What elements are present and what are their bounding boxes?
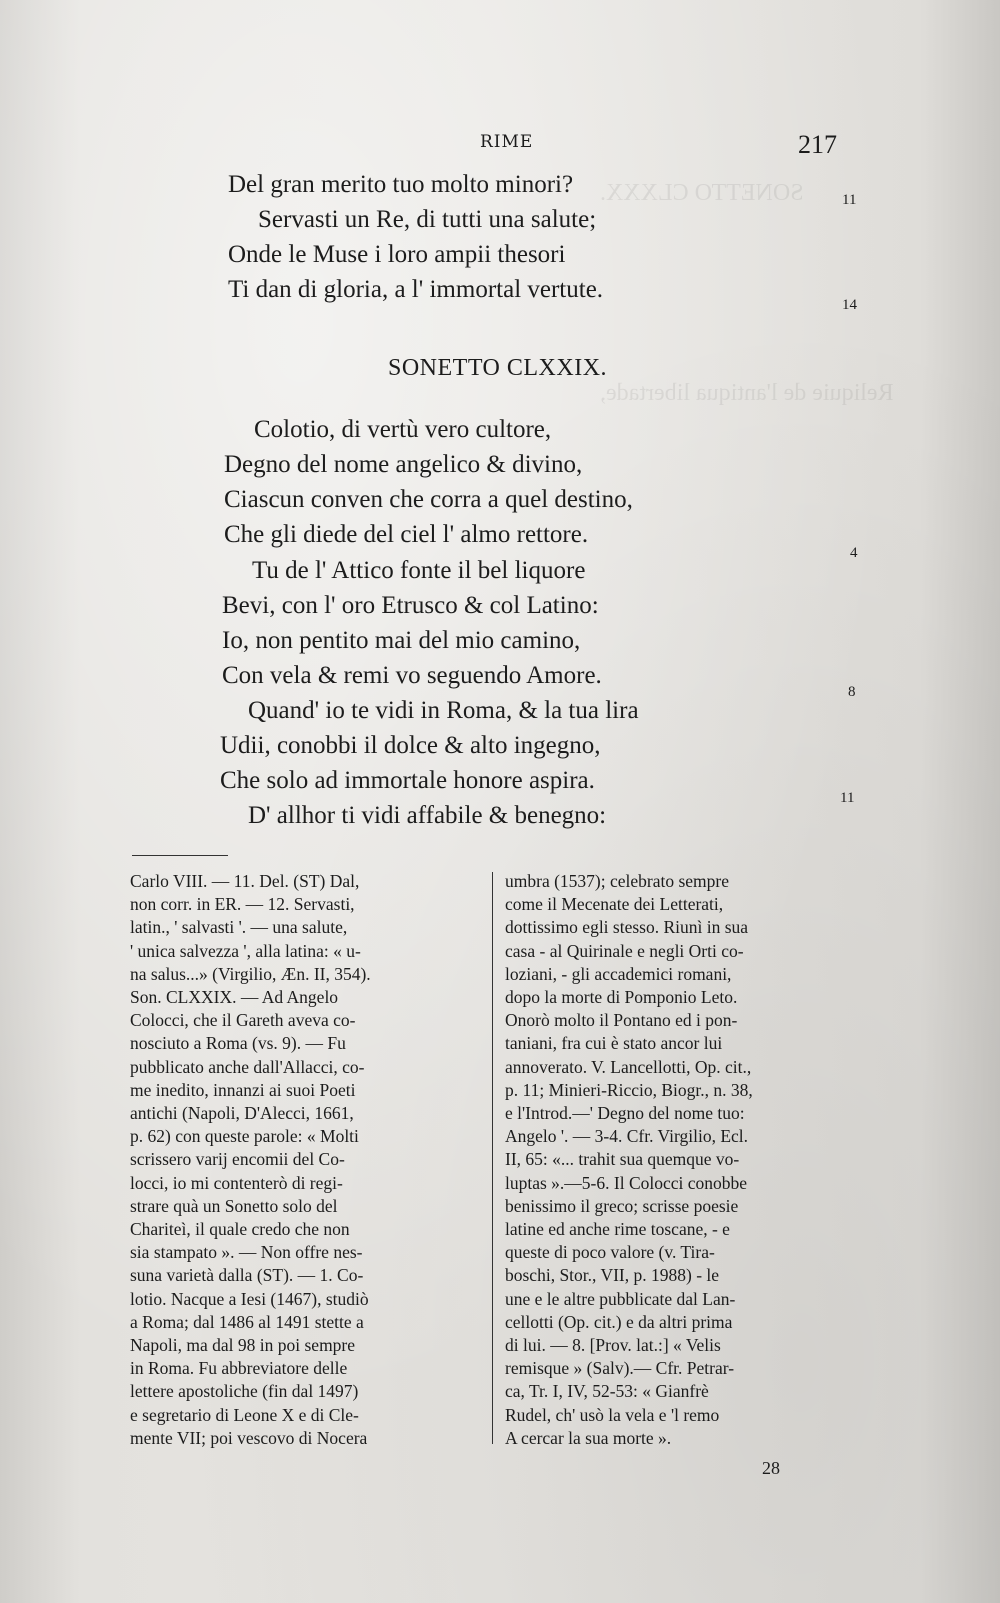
note-line: annoverato. V. Lancellotti, Op. cit.,: [505, 1056, 752, 1077]
note-line: luptas ».—5-6. Il Colocci conobbe: [505, 1172, 748, 1193]
verse-line: Ti dan di gloria, a l' immortal vertute.: [228, 276, 604, 303]
signature-mark: 28: [762, 1458, 780, 1478]
note-line: e segretario di Leone X e di Cle-: [130, 1404, 359, 1425]
note-line: locci, io mi contenterò di regi-: [130, 1172, 343, 1193]
note-line: boschi, Stor., VII, p. 1988) - le: [505, 1265, 720, 1286]
note-line: latine ed anche rime toscane, - e: [505, 1219, 730, 1240]
note-line: cellotti (Op. cit.) e da altri prima: [505, 1311, 733, 1332]
verse-line: Udii, conobbi il dolce & alto ingegno,: [220, 732, 601, 759]
column-divider: [492, 872, 493, 1444]
note-line: scrissero varij encomii del Co-: [130, 1149, 345, 1170]
note-line: dopo la morte di Pomponio Leto.: [505, 987, 738, 1008]
verse-line: Quand' io te vidi in Roma, & la tua lira: [248, 697, 639, 724]
note-line: ca, Tr. I, IV, 52-53: « Gianfrè: [505, 1381, 709, 1402]
note-line: me inedito, innanzi ai suoi Poeti: [130, 1079, 356, 1100]
notes-left-column: [130, 870, 482, 1450]
verse-line: Colotio, di vertù vero cultore,: [254, 416, 552, 443]
note-line: une e le altre pubblicate dal Lan-: [505, 1288, 736, 1309]
note-line: come il Mecenate dei Letterati,: [505, 894, 724, 915]
sonnet-title: SONETTO CLXXIX.: [388, 355, 608, 381]
page-header: [0, 132, 1000, 162]
line-number: 14: [842, 297, 857, 313]
note-line: antichi (Napoli, D'Alecci, 1661,: [130, 1103, 354, 1124]
note-line: mente VII; poi vescovo di Nocera: [130, 1427, 368, 1448]
verse-line: Io, non pentito mai del mio camino,: [222, 627, 581, 654]
note-line: Rudel, ch' usò la vela e 'l remo: [505, 1404, 720, 1425]
note-line: in Roma. Fu abbreviatore delle: [130, 1358, 348, 1379]
note-line: strare quà un Sonetto solo del: [130, 1195, 338, 1216]
notes-separator: [132, 855, 228, 856]
page-number: 217: [798, 130, 837, 159]
note-line: remisque » (Salv).— Cfr. Petrar-: [505, 1358, 735, 1379]
note-line: lotio. Nacque a Iesi (1467), studiò: [130, 1288, 369, 1309]
note-line: dottissimo egli stesso. Riunì in sua: [505, 917, 749, 938]
line-number: 8: [848, 684, 856, 700]
note-line: e l'Introd.—' Degno del nome tuo:: [505, 1103, 745, 1124]
note-line: lettere apostoliche (fin dal 1497): [130, 1381, 359, 1402]
line-number: 4: [850, 545, 858, 561]
note-line: Onorò molto il Pontano ed i pon-: [505, 1010, 738, 1031]
note-line: di lui. — 8. [Prov. lat.:] « Velis: [505, 1335, 721, 1356]
note-line: non corr. in ER. — 12. Servasti,: [130, 894, 355, 915]
note-line: II, 65: «... trahit sua quemque vo-: [505, 1149, 740, 1170]
note-line: latin., ' salvasti '. — una salute,: [130, 917, 348, 938]
note-line: a Roma; dal 1486 al 1491 stette a: [130, 1311, 364, 1332]
line-number: 11: [842, 192, 857, 208]
verse-line: Onde le Muse i loro ampii thesori: [228, 241, 566, 268]
verse-line: Degno del nome angelico & divino,: [224, 451, 583, 478]
note-line: Chariteì, il quale credo che non: [130, 1219, 350, 1240]
verse-line: Con vela & remi vo seguendo Amore.: [222, 662, 602, 689]
note-line: Carlo VIII. — 11. Del. (ST) Dal,: [130, 871, 360, 891]
note-line: Napoli, ma dal 98 in poi sempre: [130, 1335, 356, 1356]
note-line: na salus...» (Virgilio, Æn. II, 354).: [130, 963, 371, 984]
note-line: p. 11; Minieri-Riccio, Biogr., n. 38,: [505, 1079, 753, 1100]
show-through-text: SONETTO CLXXX.: [600, 180, 804, 206]
verse-line: Servasti un Re, di tutti una salute;: [258, 206, 597, 233]
running-head: RIME: [480, 132, 534, 152]
show-through-text: Reliquie de l'antiqua libertade,: [600, 380, 894, 406]
notes-right-column: [505, 870, 857, 1450]
note-line: umbra (1537); celebrato sempre: [505, 871, 730, 891]
note-line: p. 62) con queste parole: « Molti: [130, 1126, 359, 1147]
note-line: Son. CLXXIX. — Ad Angelo: [130, 987, 339, 1008]
note-line: Colocci, che il Gareth aveva co-: [130, 1010, 356, 1031]
note-line: A cercar la sua morte ».: [505, 1427, 672, 1448]
note-line: suna varietà dalla (ST). — 1. Co-: [130, 1265, 364, 1286]
verse-line: Bevi, con l' oro Etrusco & col Latino:: [222, 592, 599, 619]
note-line: taniani, fra cui è stato ancor lui: [505, 1033, 723, 1054]
verse-line: Tu de l' Attico fonte il bel liquore: [252, 557, 586, 584]
line-number: 11: [840, 790, 855, 806]
verse-line: Del gran merito tuo molto minori?: [228, 171, 574, 198]
verse-line: D' allhor ti vidi affabile & benegno:: [248, 802, 607, 829]
note-line: sia stampato ». — Non offre nes-: [130, 1242, 363, 1263]
verse-line: Ciascun conven che corra a quel destino,: [224, 486, 633, 513]
note-line: nosciuto a Roma (vs. 9). — Fu: [130, 1033, 346, 1054]
note-line: benissimo il greco; scrisse poesie: [505, 1195, 739, 1216]
note-line: loziani, - gli accademici romani,: [505, 963, 732, 984]
note-line: casa - al Quirinale e negli Orti co-: [505, 940, 744, 961]
verse-line: Che solo ad immortale honore aspira.: [220, 767, 595, 794]
verse-line: Che gli diede del ciel l' almo rettore.: [224, 521, 589, 548]
note-line: Angelo '. — 3-4. Cfr. Virgilio, Ecl.: [505, 1126, 749, 1147]
note-line: ' unica salvezza ', alla latina: « u-: [130, 940, 361, 961]
note-line: pubblicato anche dall'Allacci, co-: [130, 1056, 365, 1077]
note-line: queste di poco valore (v. Tira-: [505, 1242, 715, 1263]
